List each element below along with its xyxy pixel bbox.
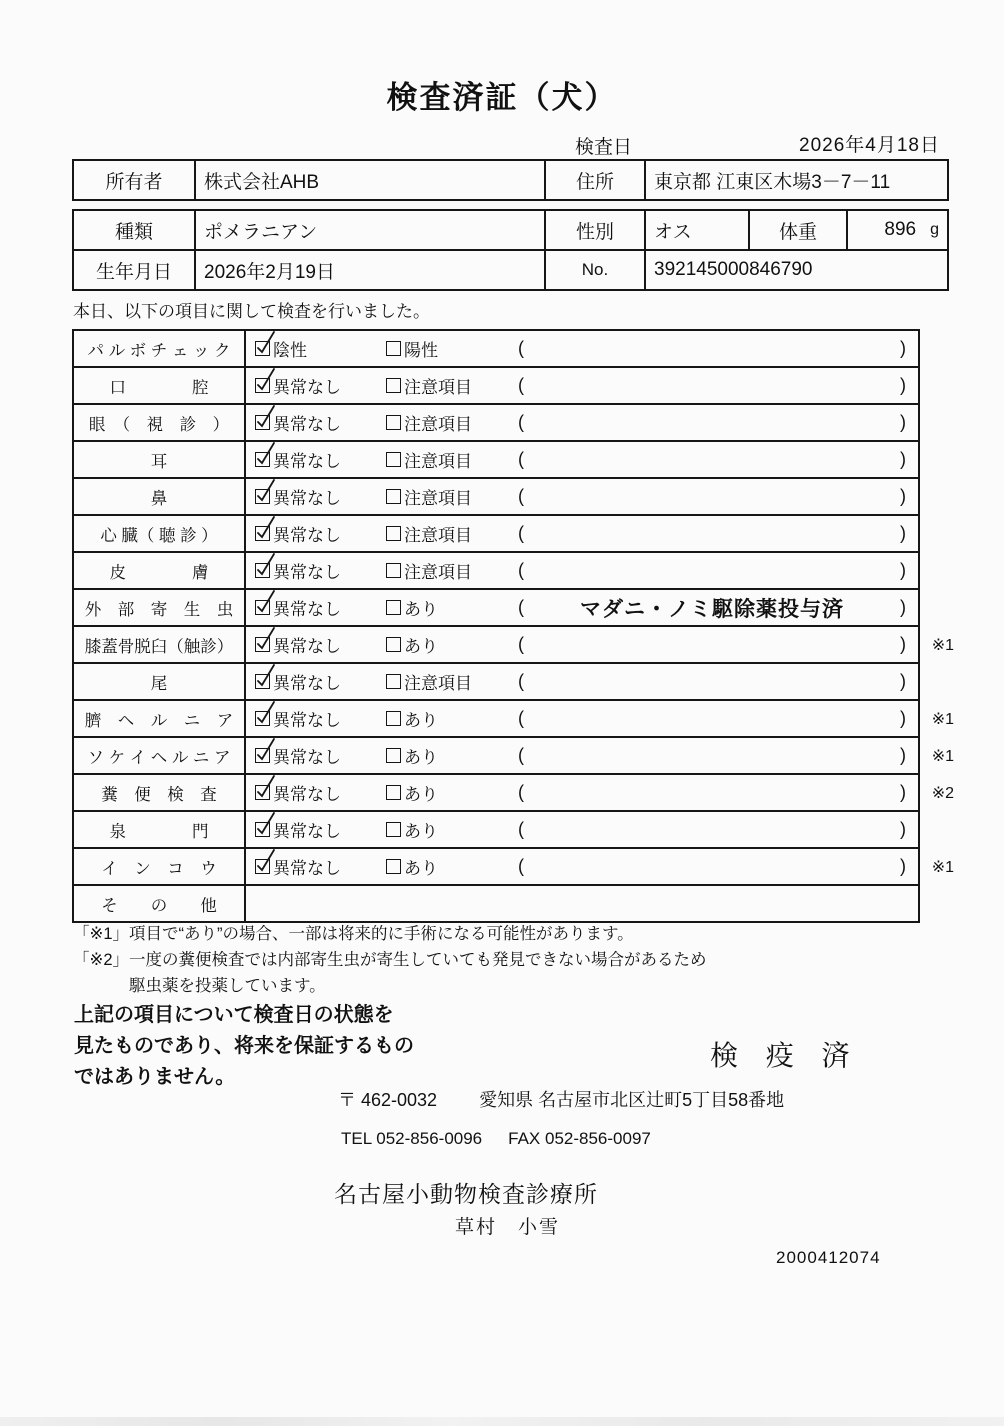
checkmark-icon (253, 662, 277, 688)
clinic-fax: FAX 052-856-0097 (508, 1129, 651, 1148)
checkbox-checked (255, 674, 270, 689)
checklist-row: 泉 門 異常なし あり ( ) (74, 812, 918, 849)
checkbox-unchecked (386, 711, 401, 726)
paren-close: ) (900, 671, 906, 691)
checklist-item-label: 口 腔 (74, 368, 246, 403)
paren-close: ) (900, 412, 906, 432)
checkbox-checked (255, 341, 270, 356)
breed-label: 種類 (73, 210, 195, 250)
checklist-item-label: ソ ケ イ ヘ ル ニ ア (74, 738, 246, 773)
paren-open: ( (518, 597, 524, 617)
checklist-row: 耳 異常なし 注意項目 ( ) (74, 442, 918, 479)
checklist-row: 糞 便 検 査 異常なし あり ( ) ※2 (74, 775, 918, 812)
footnote-mark: ※1 (931, 710, 954, 728)
checklist-row: 口 腔 異常なし 注意項目 ( ) (74, 368, 918, 405)
checklist-item-label: 皮 膚 (74, 553, 246, 588)
checkmark-icon (253, 773, 277, 799)
checkbox-checked (255, 637, 270, 652)
checklist-item-label: 眼 （ 視 診 ） (74, 405, 246, 440)
footnote-mark: ※2 (931, 784, 954, 802)
checklist-row: 心 臓（ 聴 診 ） 異常なし 注意項目 ( ) (74, 516, 918, 553)
paren-open: ( (518, 523, 524, 543)
checkmark-icon (253, 736, 277, 762)
paren-close: ) (900, 449, 906, 469)
paren-open: ( (518, 819, 524, 839)
checklist-row: イ ン コ ウ 異常なし あり ( ) ※1 (74, 849, 918, 886)
sex-value: オス (645, 210, 749, 250)
sex-label: 性別 (545, 210, 645, 250)
checkmark-icon (253, 847, 277, 873)
table-row (73, 210, 948, 250)
checklist-item-label: パ ル ボ チ ェ ッ ク (74, 331, 246, 366)
footnote-mark: ※1 (931, 858, 954, 876)
checkbox-checked (255, 822, 270, 837)
paren-open: ( (518, 708, 524, 728)
checklist-item-label: 心 臓（ 聴 診 ） (74, 516, 246, 551)
checkbox-checked (255, 748, 270, 763)
paren-close: ) (900, 634, 906, 654)
checkmark-icon (253, 699, 277, 725)
checkbox-unchecked (386, 600, 401, 615)
paren-close: ) (900, 782, 906, 802)
checklist-row: 外 部 寄 生 虫 異常なし あり ( マダニ・ノミ駆除薬投与済 ) (74, 590, 918, 627)
veterinarian-name: 草村 小雪 (455, 1217, 561, 1238)
checklist-row: 臍 ヘ ル ニ ア 異常なし あり ( ) ※1 (74, 701, 918, 738)
checkbox-checked (255, 785, 270, 800)
clinic-address: 愛知県 名古屋市北区辻町5丁目58番地 (479, 1090, 785, 1110)
footnote-1: 「※1」項目で“あり”の場合、一部は将来的に手術になる可能性があります。 (73, 925, 634, 943)
table-row (73, 250, 948, 290)
checkbox-checked (255, 600, 270, 615)
footnote-3: 駆虫薬を投薬しています。 (129, 977, 326, 995)
paren-close: ) (900, 560, 906, 580)
checklist-item-label: 尾 (74, 664, 246, 699)
paren-open: ( (518, 856, 524, 876)
checkbox-unchecked (386, 452, 401, 467)
footnote-mark: ※1 (931, 747, 954, 765)
disclaimer-text: 上記の項目について検査日の状態を 見たものであり、将来を保証するもの ではありません。 (74, 1004, 414, 1088)
breed-value: ポメラニアン (195, 210, 545, 250)
weight-label: 体重 (749, 210, 847, 250)
checkbox-checked (255, 859, 270, 874)
checkbox-checked (255, 489, 270, 504)
checkbox-unchecked (386, 674, 401, 689)
checkbox-unchecked (386, 822, 401, 837)
checklist-table (72, 329, 954, 923)
checkbox-checked (255, 415, 270, 430)
address-label: 住所 (545, 160, 645, 200)
exam-date-value: 2026年4月18日 (799, 135, 940, 156)
no-value: 392145000846790 (645, 250, 948, 290)
paren-open: ( (518, 671, 524, 691)
checkbox-unchecked (386, 526, 401, 541)
checkmark-icon (253, 551, 277, 577)
checklist-item-label: 臍 ヘ ル ニ ア (74, 701, 246, 736)
checkmark-icon (253, 625, 277, 651)
pet-info-table (72, 209, 949, 291)
checklist-row: 皮 膚 異常なし 注意項目 ( ) (74, 553, 918, 590)
paren-close: ) (900, 708, 906, 728)
checkbox-checked (255, 526, 270, 541)
checklist-item-label: 鼻 (74, 479, 246, 514)
paren-close: ) (900, 745, 906, 765)
owner-value: 株式会社AHB (195, 160, 545, 200)
paren-close: ) (900, 486, 906, 506)
paren-close: ) (900, 338, 906, 358)
checklist-row: ソ ケ イ ヘ ル ニ ア 異常なし あり ( ) ※1 (74, 738, 918, 775)
address-value: 東京都 江東区木場3－7－11 (645, 160, 948, 200)
paren-close: ) (900, 523, 906, 543)
checkmark-icon (253, 440, 277, 466)
checklist-item-label: 外 部 寄 生 虫 (74, 590, 246, 625)
intro-text: 本日、以下の項目に関して検査を行いました。 (73, 302, 430, 321)
checkbox-unchecked (386, 859, 401, 874)
checklist-row: 鼻 異常なし 注意項目 ( ) (74, 479, 918, 516)
checklist-row: 眼 （ 視 診 ） 異常なし 注意項目 ( ) (74, 405, 918, 442)
paren-close: ) (900, 597, 906, 617)
checkmark-icon (253, 810, 277, 836)
checkbox-unchecked (386, 563, 401, 578)
checkbox-unchecked (386, 415, 401, 430)
footnote-mark: ※1 (931, 636, 954, 654)
paren-open: ( (518, 782, 524, 802)
owner-table (72, 159, 949, 201)
checkbox-checked (255, 563, 270, 578)
weight-unit: g (930, 221, 939, 238)
checkbox-unchecked (386, 637, 401, 652)
paren-open: ( (518, 745, 524, 765)
checklist-item-label: 糞 便 検 査 (74, 775, 246, 810)
checklist-item-label: 膝蓋骨脱臼（触診） (74, 627, 246, 662)
checklist-row: パ ル ボ チ ェ ッ ク 陰性 陽性 ( ) (74, 331, 918, 368)
paren-open: ( (518, 375, 524, 395)
table-row (73, 160, 948, 200)
postal-code: 〒 462-0032 (338, 1090, 438, 1110)
serial-number: 2000412074 (776, 1248, 881, 1267)
weight-cell (847, 210, 948, 250)
checklist-row: 膝蓋骨脱臼（触診） 異常なし あり ( ) ※1 (74, 627, 918, 664)
footnote-2: 「※2」一度の糞便検査では内部寄生虫が寄生していても発見できない場合があるため (73, 951, 707, 969)
checkbox-checked (255, 711, 270, 726)
checkmark-icon (253, 403, 277, 429)
paren-close: ) (900, 819, 906, 839)
quarantine-stamp: 検 疫 済 (710, 1040, 860, 1071)
owner-label: 所有者 (73, 160, 195, 200)
paren-open: ( (518, 560, 524, 580)
checkbox-checked (255, 452, 270, 467)
paren-open: ( (518, 338, 524, 358)
paren-open: ( (518, 486, 524, 506)
checklist-row (74, 886, 918, 921)
checkmark-icon (253, 477, 277, 503)
footnotes (73, 921, 707, 999)
clinic-postal-line (338, 1086, 784, 1112)
birth-value: 2026年2月19日 (195, 250, 545, 290)
no-label: No. (545, 250, 645, 290)
checklist-item-label: イ ン コ ウ (74, 849, 246, 884)
checkbox-checked (255, 378, 270, 393)
checkmark-icon (253, 514, 277, 540)
checkbox-unchecked (386, 378, 401, 393)
clinic-tel: TEL 052-856-0096 (341, 1129, 483, 1148)
paren-close: ) (900, 856, 906, 876)
finding-note: マダニ・ノミ駆除薬投与済 (580, 597, 844, 621)
checkbox-unchecked (386, 748, 401, 763)
exam-date-label: 検査日 (575, 137, 633, 158)
paren-close: ) (900, 375, 906, 395)
checkmark-icon (253, 588, 277, 614)
checkbox-unchecked (386, 489, 401, 504)
paren-open: ( (518, 634, 524, 654)
checkbox-unchecked (386, 341, 401, 356)
checkbox-unchecked (386, 785, 401, 800)
clinic-telfax-line (341, 1129, 651, 1149)
page-title: 検査済証（犬） (386, 80, 618, 115)
checklist-row: 尾 異常なし 注意項目 ( ) (74, 664, 918, 701)
checkmark-icon (253, 329, 277, 355)
paren-open: ( (518, 449, 524, 469)
scan-edge-artifact (0, 1417, 1004, 1426)
checklist-item-label: そ の 他 (74, 886, 246, 921)
paren-open: ( (518, 412, 524, 432)
weight-value: 896 (884, 219, 917, 240)
clinic-name: 名古屋小動物検査診療所 (334, 1181, 598, 1207)
birth-label: 生年月日 (73, 250, 195, 290)
checklist-item-label: 泉 門 (74, 812, 246, 847)
checklist-item-label: 耳 (74, 442, 246, 477)
checkmark-icon (253, 366, 277, 392)
